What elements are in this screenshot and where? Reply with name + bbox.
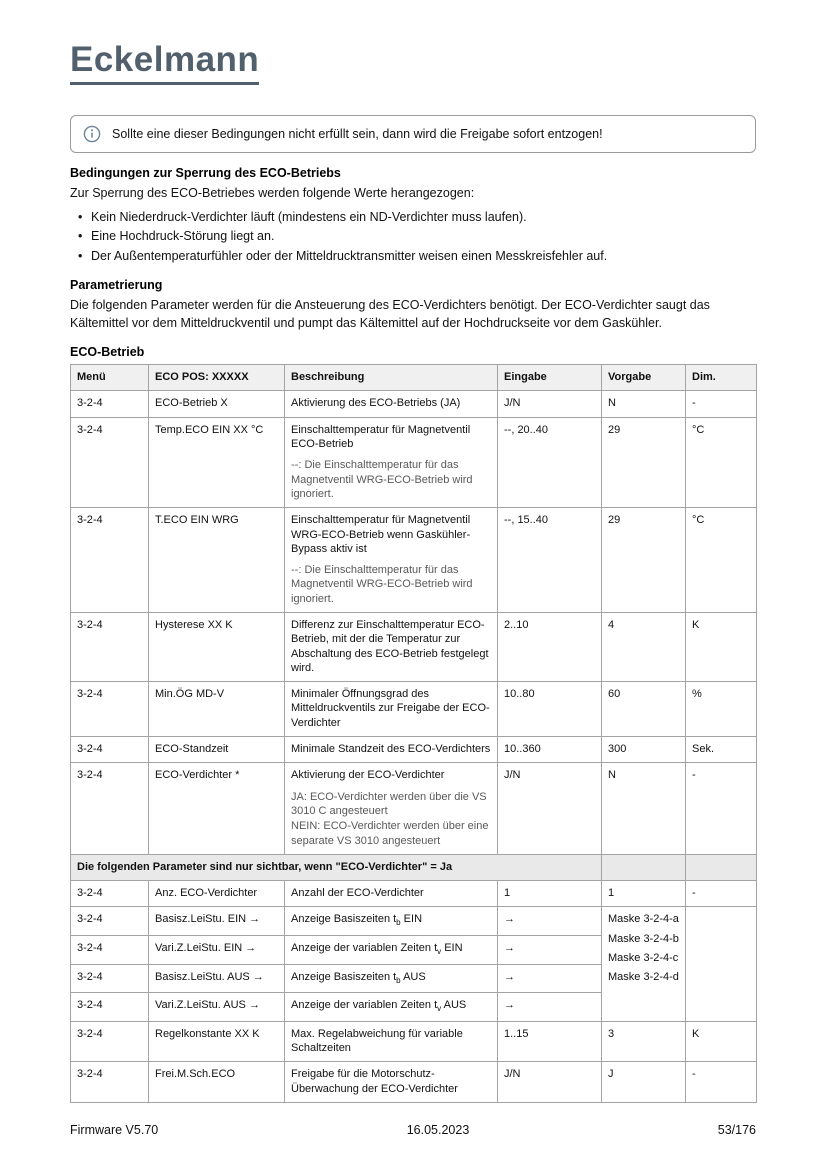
cell-dim: -	[686, 391, 757, 417]
cell-desc: Freigabe für die Motorschutz-Überwachung der ECO-Verdichter	[285, 1062, 498, 1103]
cell-vorgabe: 29	[602, 417, 686, 507]
cell-eingabe: →	[498, 936, 602, 965]
cell-pos: Frei.M.Sch.ECO	[149, 1062, 285, 1103]
cell-eingabe: J/N	[498, 1062, 602, 1103]
cell-desc: Max. Regelabweichung für variable Schaltzeiten	[285, 1021, 498, 1062]
bullet-item: • Kein Niederdruck-Verdichter läuft (mindestens ein ND-Verdichter muss laufen).	[78, 209, 756, 226]
page-footer	[70, 1123, 756, 1137]
sperrung-intro: Zur Sperrung des ECO-Betriebes werden folgende Werte herangezogen:	[70, 186, 475, 200]
col-header-beschreibung: Beschreibung	[285, 365, 498, 391]
cell-dim: K	[686, 1021, 757, 1062]
footer-firmware-version: Firmware V5.70	[70, 1123, 159, 1137]
cell-menu: 3-2-4	[71, 391, 149, 417]
subheader-text: Die folgenden Parameter sind nur sichtbar, wenn "ECO-Verdichter" = Ja	[71, 854, 602, 880]
cell-vorgabe: N	[602, 763, 686, 854]
cell-menu: 3-2-4	[71, 1021, 149, 1062]
cell-pos: Vari.Z.LeiStu. EIN →	[149, 936, 285, 965]
cell-pos: Min.ÖG MD-V	[149, 682, 285, 737]
cell-desc: Anzeige Basiszeiten $t_b$ AUS	[285, 964, 498, 993]
cell-desc: Einschalttemperatur für Magnetventil ECO-Betrieb --: Die Einschalttemperatur für das Magnetventil WRG-ECO-Betrieb wird ignoriert.	[285, 417, 498, 507]
sperrung-bullet-list	[70, 209, 756, 266]
cell-dim: Sek.	[686, 737, 757, 763]
cell-eingabe: --, 15..40	[498, 508, 602, 613]
cell-dim: K	[686, 612, 757, 681]
cell-vorgabe: 29	[602, 508, 686, 613]
table-row	[71, 612, 757, 681]
cell-desc: Anzeige Basiszeiten $t_b$ EIN	[285, 907, 498, 936]
cell-pos: Vari.Z.LeiStu. AUS →	[149, 993, 285, 1022]
table-row	[71, 417, 757, 507]
cell-dim: -	[686, 1062, 757, 1103]
cell-pos: T.ECO EIN WRG	[149, 508, 285, 613]
cell-pos: Anz. ECO-Verdichter	[149, 881, 285, 907]
cell-desc: Anzeige der variablen Zeiten $t_v$ EIN	[285, 936, 498, 965]
cell-pos: Basisz.LeiStu. EIN →	[149, 907, 285, 936]
cell-desc: Minimaler Öffnungsgrad des Mitteldruckventils zur Freigabe der ECO-Verdichter	[285, 682, 498, 737]
cell-vorgabe: J	[602, 1062, 686, 1103]
cell-menu: 3-2-4	[71, 964, 149, 993]
cell-desc: Aktivierung der ECO-Verdichter JA: ECO-Verdichter werden über die VS 3010 C angesteuert NEIN: ECO-Verdichter werden über eine separate VS 3010 angesteuert	[285, 763, 498, 854]
parameter-table	[70, 364, 757, 1103]
cell-menu: 3-2-4	[71, 508, 149, 613]
cell-menu: 3-2-4	[71, 612, 149, 681]
table-header-row	[71, 365, 757, 391]
cell-desc: Differenz zur Einschalttemperatur ECO-Betrieb, mit der die Temperatur zur Abschaltung des ECO-Betrieb festgelegt wird.	[285, 612, 498, 681]
cell-vorgabe-maske: Maske 3-2-4-a Maske 3-2-4-b Maske 3-2-4-c Maske 3-2-4-d	[602, 907, 686, 1021]
heading-eco-betrieb: ECO-Betrieb	[70, 345, 145, 360]
col-header-pos: ECO POS: XXXXX	[149, 365, 285, 391]
cell-menu: 3-2-4	[71, 737, 149, 763]
table-row	[71, 508, 757, 613]
cell-dim: -	[686, 881, 757, 907]
cell-dim: °C	[686, 417, 757, 507]
table-row	[71, 907, 757, 936]
heading-parametrierung: Parametrierung	[70, 278, 163, 293]
table-subheader-row	[71, 854, 757, 880]
table-row	[71, 737, 757, 763]
cell-vorgabe: 60	[602, 682, 686, 737]
notice-text: Sollte eine dieser Bedingungen nicht erfüllt sein, dann wird die Freigabe sofort entzogen!	[112, 127, 603, 141]
cell-pos: Regelkonstante XX K	[149, 1021, 285, 1062]
cell-pos: ECO-Betrieb X	[149, 391, 285, 417]
table-row	[71, 1062, 757, 1103]
col-header-eingabe: Eingabe	[498, 365, 602, 391]
col-header-dim: Dim.	[686, 365, 757, 391]
cell-eingabe: --, 20..40	[498, 417, 602, 507]
subheader-empty-dim	[686, 854, 757, 880]
footer-date: 16.05.2023	[406, 1123, 470, 1137]
cell-eingabe: 10..360	[498, 737, 602, 763]
cell-vorgabe: N	[602, 391, 686, 417]
info-icon	[83, 125, 101, 143]
cell-dim-merged	[686, 907, 757, 1021]
cell-desc: Minimale Standzeit des ECO-Verdichters	[285, 737, 498, 763]
cell-vorgabe: 300	[602, 737, 686, 763]
cell-eingabe: J/N	[498, 763, 602, 854]
cell-menu: 3-2-4	[71, 682, 149, 737]
cell-eingabe: →	[498, 964, 602, 993]
cell-dim: %	[686, 682, 757, 737]
cell-eingabe: →	[498, 907, 602, 936]
subheader-empty-vorgabe	[602, 854, 686, 880]
cell-pos: ECO-Standzeit	[149, 737, 285, 763]
cell-menu: 3-2-4	[71, 881, 149, 907]
cell-menu: 3-2-4	[71, 1062, 149, 1103]
cell-vorgabe: 1	[602, 881, 686, 907]
footer-page-number: 53/176	[717, 1123, 756, 1137]
cell-dim: °C	[686, 508, 757, 613]
col-header-vorgabe: Vorgabe	[602, 365, 686, 391]
table-row	[71, 881, 757, 907]
cell-desc: Aktivierung des ECO-Betriebs (JA)	[285, 391, 498, 417]
cell-dim: -	[686, 763, 757, 854]
cell-eingabe: 10..80	[498, 682, 602, 737]
table-row	[71, 763, 757, 854]
cell-menu: 3-2-4	[71, 907, 149, 936]
info-notice	[70, 115, 756, 153]
cell-menu: 3-2-4	[71, 417, 149, 507]
cell-menu: 3-2-4	[71, 763, 149, 854]
table-row	[71, 391, 757, 417]
cell-eingabe: 1	[498, 881, 602, 907]
cell-eingabe: 1..15	[498, 1021, 602, 1062]
logo-text: Eckelmann	[70, 40, 260, 79]
bullet-item: • Der Außentemperaturfühler oder der Mitteldrucktransmitter weisen einen Messkreisfehler auf.	[78, 248, 756, 265]
company-logo	[70, 42, 259, 85]
cell-vorgabe: 3	[602, 1021, 686, 1062]
cell-pos: Basisz.LeiStu. AUS →	[149, 964, 285, 993]
cell-eingabe: 2..10	[498, 612, 602, 681]
cell-desc: Einschalttemperatur für Magnetventil WRG-ECO-Betrieb wenn Gaskühler-Bypass aktiv ist --: Die Einschalttemperatur für das Magnetventil WRG-ECO-Betrieb wird ignoriert.	[285, 508, 498, 613]
cell-pos: Hysterese XX K	[149, 612, 285, 681]
table-row	[71, 1021, 757, 1062]
cell-pos: Temp.ECO EIN XX °C	[149, 417, 285, 507]
parametrierung-intro: Die folgenden Parameter werden für die Ansteuerung des ECO-Verdichters benötigt. Der ECO-Verdichter saugt das Kältemittel vor dem Mitteldruckventil und pumpt das Kältemittel auf der Hochdruckseite vor dem Gaskühler.	[70, 298, 710, 330]
col-header-menu: Menü	[71, 365, 149, 391]
heading-sperrung: Bedingungen zur Sperrung des ECO-Betriebs	[70, 166, 341, 180]
cell-desc: Anzahl der ECO-Verdichter	[285, 881, 498, 907]
cell-pos: ECO-Verdichter *	[149, 763, 285, 854]
cell-desc: Anzeige der variablen Zeiten $t_v$ AUS	[285, 993, 498, 1022]
bullet-item: • Eine Hochdruck-Störung liegt an.	[78, 228, 756, 245]
cell-eingabe: →	[498, 993, 602, 1022]
cell-vorgabe: 4	[602, 612, 686, 681]
cell-eingabe: J/N	[498, 391, 602, 417]
cell-menu: 3-2-4	[71, 993, 149, 1022]
table-row	[71, 682, 757, 737]
cell-menu: 3-2-4	[71, 936, 149, 965]
